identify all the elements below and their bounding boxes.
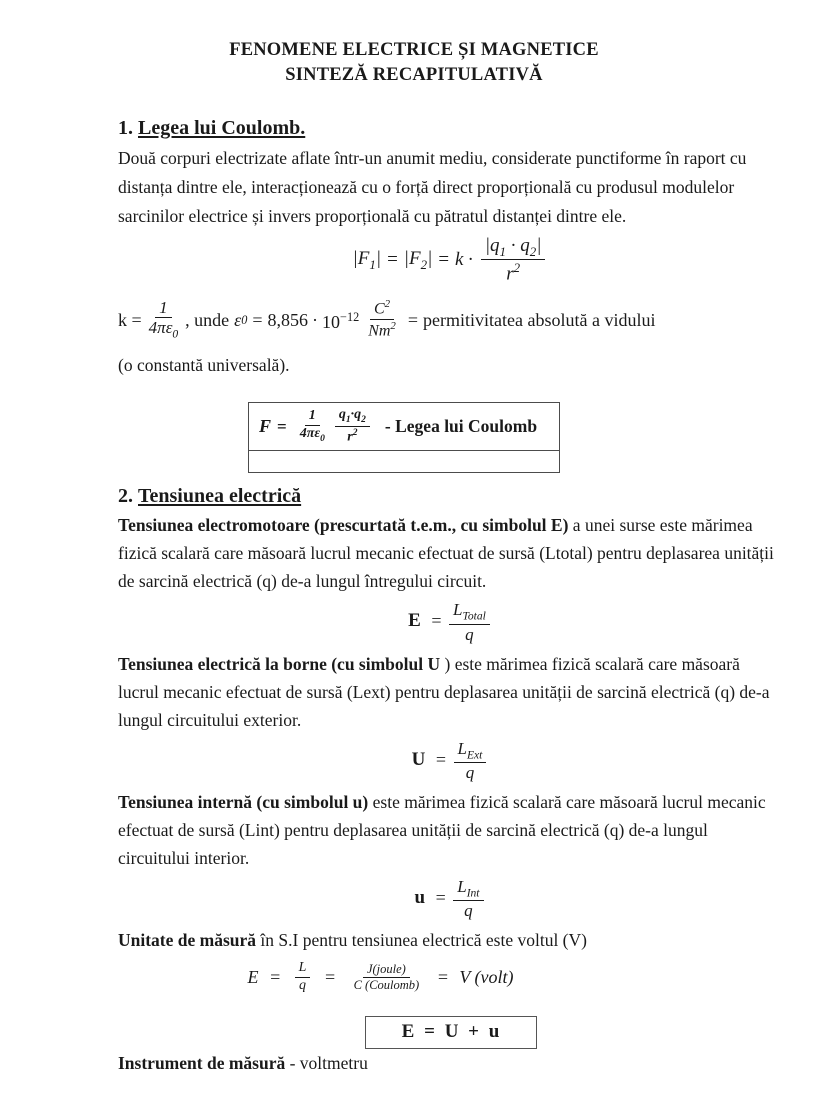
volt-fraction-1 — [295, 961, 311, 993]
terminal-rest: este mărimea fizică scalară care măsoară lucrul mecanic efectuat de sursă (Lext) pentru deplasarea unității de sarcină electrică (q) de-a lungul circuitului exterior. — [118, 653, 770, 730]
k-fraction — [145, 299, 183, 341]
section-2-heading — [118, 482, 783, 510]
title-line-1: FENOMENE ELECTRICE ȘI MAGNETICE — [229, 40, 599, 60]
unit-rest: în S.I pentru tensiunea electrică este voltul (V) — [256, 930, 587, 951]
volt-fraction-1-den: q — [299, 977, 307, 993]
emf-formula-fraction — [449, 601, 490, 643]
unit-denominator: Nm$^2$ — [368, 320, 396, 340]
section-1-heading — [118, 114, 783, 142]
volt-E: E — [247, 966, 259, 987]
formula-lhs2: $|F_2|$ — [403, 247, 433, 272]
unit-bold-lead: Unitate de măsură — [118, 930, 257, 951]
coulomb-main-formula — [118, 236, 783, 285]
sum-box-E: E — [401, 1020, 415, 1042]
formula-lhs1: $|F_1|$ — [352, 247, 382, 272]
document-page — [0, 38, 828, 1109]
constant-note: (o constantă universală). — [118, 355, 290, 375]
volt-equals-2: = — [323, 966, 337, 987]
unit-paragraph — [118, 926, 783, 954]
formula-fraction — [481, 236, 546, 285]
emf-formula-equals: = — [431, 610, 442, 631]
emf-formula-numerator: $L_{Total}$ — [449, 601, 490, 625]
k-label: k = — [118, 309, 142, 330]
internal-formula-lhs: u — [414, 887, 426, 909]
sum-box-plus: + — [468, 1020, 479, 1042]
volt-equals-3: = — [436, 966, 449, 987]
k-fraction-numerator: 1 — [155, 299, 172, 319]
terminal-formula-lhs: U — [411, 748, 426, 770]
section-1-title: Legea lui Coulomb. — [138, 117, 306, 139]
terminal-formula-equals: = — [435, 748, 447, 769]
box-fraction-2-den: $r^2$ — [347, 427, 358, 445]
fraction-numerator: $|q_1 \cdot q_2|$ — [481, 236, 546, 260]
terminal-bold-close: ) — [444, 653, 451, 674]
permittivity-definition: permitivitatea absolută a vidului — [423, 309, 656, 330]
sum-box-u: u — [488, 1020, 500, 1042]
internal-paragraph — [118, 788, 783, 872]
emf-formula — [118, 601, 783, 643]
unit-numerator: $C^2$ — [370, 299, 394, 320]
k-definition-line — [118, 299, 783, 341]
emf-formula-lhs: E — [408, 610, 421, 632]
instrument-bold-lead: Instrument de măsură — [118, 1052, 286, 1073]
emf-paragraph — [118, 511, 783, 595]
unit-fraction — [364, 299, 400, 340]
document-title — [0, 38, 828, 88]
k-fraction-denominator: $4\pi\varepsilon_0$ — [148, 318, 179, 341]
emf-sum-box — [365, 1016, 537, 1049]
box-fraction-1 — [296, 409, 329, 443]
emf-rest: a unei surse este mărimea fizică scalară care măsoară lucrul mecanic efectuat de sursă (Ltotal) pentru deplasarea unității de sarcină electrică (q) de-a lungul întregului circuit. — [118, 515, 774, 592]
box-fraction-1-num: 1 — [305, 409, 320, 426]
coulomb-law-box — [248, 402, 560, 473]
coulomb-law-box-row-1 — [249, 403, 559, 451]
box-equals: = — [277, 416, 287, 436]
terminal-bold-lead: Tensiunea electrică la borne (cu simbolul U — [118, 653, 445, 674]
internal-formula-equals: = — [435, 887, 446, 908]
volt-fraction-1-num: L — [295, 961, 311, 978]
fraction-denominator: $r^2$ — [506, 260, 521, 285]
internal-formula-fraction — [453, 878, 483, 920]
volt-fraction-2-num: J(joule) — [363, 963, 410, 978]
internal-formula — [118, 878, 783, 920]
sum-box-U: U — [444, 1020, 459, 1042]
k-multiply: · — [312, 309, 319, 330]
section-2-title: Tensiunea electrică — [138, 485, 302, 508]
section-2-number: 2. — [118, 485, 133, 508]
volt-fraction-2-den: C (Coulomb) — [353, 977, 420, 992]
document-body — [118, 114, 783, 1078]
coulomb-law-label: - Legea lui Coulomb — [384, 416, 538, 437]
box-fraction-2 — [335, 408, 370, 445]
unde-text: , unde — [185, 309, 230, 330]
terminal-formula — [118, 740, 783, 782]
internal-bold-lead: Tensiunea internă (cu simbolul u) — [118, 791, 369, 812]
volt-equals-1: = — [268, 966, 282, 987]
terminal-formula-denominator: q — [465, 763, 475, 783]
box-fraction-1-den: $4\pi\varepsilon_0$ — [299, 426, 325, 444]
terminal-formula-fraction — [454, 740, 487, 782]
title-line-2: SINTEZĂ RECAPITULATIVĂ — [285, 65, 543, 85]
section-1-number: 1. — [118, 117, 133, 139]
internal-rest: este mărimea fizică scalară care măsoară lucrul mecanic efectuat de sursă (Lint) pentru deplasarea unității de sarcină electrică (q) de-a lungul circuitului interior. — [118, 791, 766, 868]
formula-dot: · — [467, 249, 474, 271]
emf-formula-denominator: q — [465, 624, 474, 644]
box-F: F — [259, 416, 272, 437]
volt-result: V (volt) — [459, 966, 514, 987]
terminal-paragraph — [118, 650, 783, 734]
terminal-formula-numerator: $L_{Ext}$ — [454, 740, 487, 764]
box-fraction-2-num: $q_1\cdot q_2$ — [335, 408, 370, 427]
k-equals-2: = — [407, 309, 419, 330]
power-base: $10^{-12}$ — [322, 310, 360, 333]
k-equals: = — [252, 309, 263, 330]
internal-formula-numerator: $L_{Int}$ — [453, 878, 483, 902]
formula-equals-1: = — [387, 249, 398, 271]
internal-formula-denominator: q — [464, 901, 473, 921]
epsilon-value: 8,856 — [267, 309, 309, 330]
instrument-line — [118, 1049, 783, 1078]
section-1-paragraph: Două corpuri electrizate aflate într-un anumit mediu, considerate punctiforme în raport cu distanța dintre ele, interacționează cu o forță direct proporțională cu produsul modulelor sarcinilor electrice și invers proporțională cu pătratul distanței dintre ele. — [118, 148, 747, 226]
emf-bold-lead: Tensiunea electromotoare (prescurtată t.e.m., cu simbolul E) — [118, 515, 569, 536]
epsilon-symbol: ε 0 — [234, 309, 248, 330]
coulomb-law-box-row-2 — [249, 451, 559, 472]
formula-equals-2: = — [438, 249, 450, 271]
sum-box-equals: = — [424, 1020, 435, 1042]
formula-k: k — [455, 249, 464, 271]
volt-derivation-formula — [0, 961, 783, 993]
volt-fraction-2 — [350, 963, 424, 992]
instrument-rest: - voltmetru — [285, 1052, 368, 1073]
